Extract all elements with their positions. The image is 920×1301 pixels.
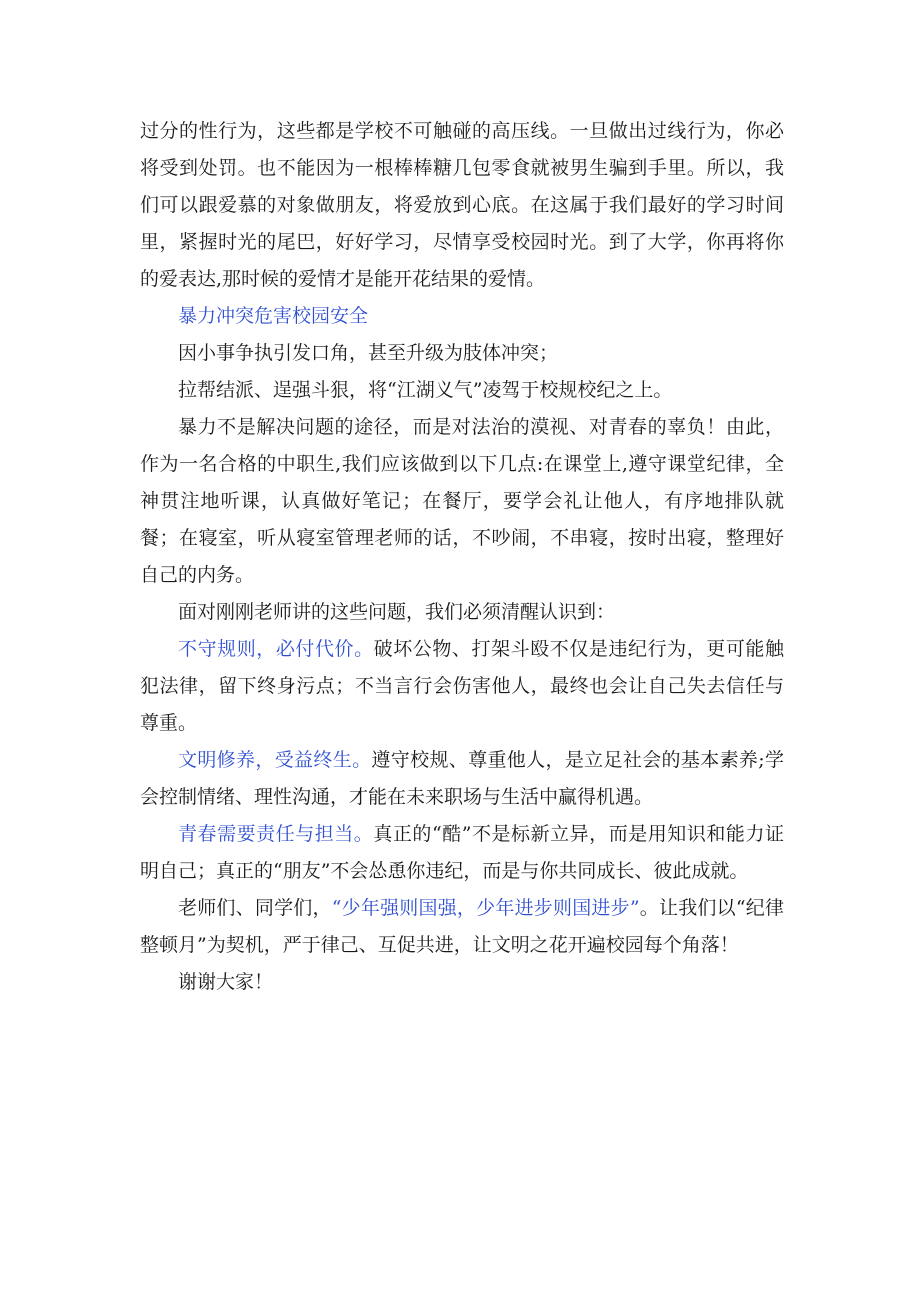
closing-call-start: 老师们、同学们， (178, 897, 332, 919)
paragraph-closing-call (140, 890, 784, 964)
point-responsibility-lead: 青春需要责任与担当。 (178, 823, 374, 845)
paragraph-violence-rules: 暴力不是解决问题的途径，而是对法治的漠视、对青春的辜负！由此，作为一名合格的中职生,我们应该做到以下几点:在课堂上,遵守课堂纪律，全神贯注地听课，认真做好笔记；在餐厅，要学会礼让他人，有序地排队就餐；在寝室，听从寝室管理老师的话，不吵闹，不串寝，按时出寝，整理好自己的内务。 (140, 416, 784, 586)
point-civility-text: 遵守校规、尊重他人，是立足社会的基本素养;学会控制情绪、理性沟通，才能在未来职场与生活中赢得机遇。 (140, 749, 784, 808)
section-heading-violence: 暴力冲突危害校园安全 (178, 305, 369, 327)
paragraph-conflict: 因小事争执引发口角，甚至升级为肢体冲突； (178, 342, 559, 364)
point-responsibility-text: 真正的“酷”不是标新立异，而是用知识和能力证明自己；真正的“朋友”不会怂恿你违纪，而是与你共同成长、彼此成就。 (140, 823, 784, 882)
closing-call-text: 。让我们以“纪律整顿月”为契机，严于律己、互促共进，让文明之花开遍校园每个角落！ (140, 897, 784, 956)
point-civility-lead: 文明修养，受益终生。 (178, 749, 372, 771)
paragraph-point-civility (140, 742, 784, 816)
paragraph-gangs: 拉帮结派、逞强斗狠，将“江湖义气”凌驾于校规校纪之上。 (178, 379, 673, 401)
paragraph-awareness-intro: 面对刚刚老师讲的这些问题，我们必须清醒认识到： (178, 601, 616, 623)
paragraph-relationships: 过分的性行为，这些都是学校不可触碰的高压线。一旦做出过线行为，你必将受到处罚。也不能因为一根棒棒糖几包零食就被男生骗到手里。所以，我们可以跟爱慕的对象做朋友，将爱放到心底。在这属于我们最好的学习时间里，紧握时光的尾巴，好好学习，尽情享受校园时光。到了大学，你再将你的爱表达,那时候的爱情才是能开花结果的爱情。 (140, 120, 784, 290)
point-rules-text: 破坏公物、打架斗殴不仅是违纪行为，更可能触犯法律，留下终身污点；不当言行会伤害他人，最终也会让自己失去信任与尊重。 (140, 638, 784, 734)
document-body (140, 113, 784, 1001)
paragraph-thanks: 谢谢大家！ (178, 971, 274, 993)
closing-call-quote: “少年强则国强，少年进步则国进步” (331, 897, 640, 919)
paragraph-point-responsibility (140, 816, 784, 890)
point-rules-lead: 不守规则，必付代价。 (178, 638, 374, 660)
paragraph-point-rules (140, 631, 784, 742)
